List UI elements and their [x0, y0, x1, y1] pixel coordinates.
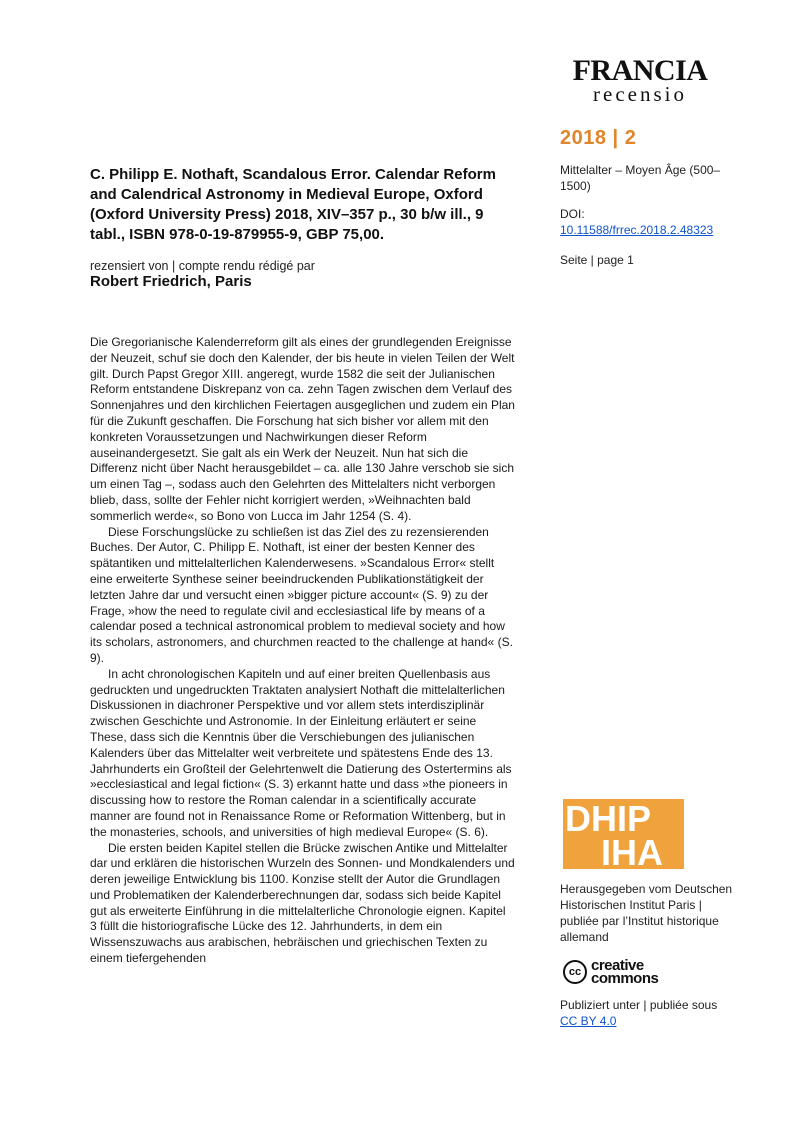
- doi-label: DOI:: [560, 207, 585, 221]
- cc-icon: cc: [563, 960, 587, 984]
- logo-main-text: FRANCIA: [572, 54, 708, 87]
- reviewed-by-label: rezensiert von | compte rendu rédigé par: [90, 259, 315, 273]
- cc-wordmark-line2: commons: [591, 970, 659, 987]
- cc-wordmark: [591, 959, 658, 985]
- license-link[interactable]: CC BY 4.0: [560, 1014, 617, 1028]
- doi-link[interactable]: 10.11588/frrec.2018.2.48323: [560, 223, 714, 237]
- cc-wordmark-line1: creative: [591, 957, 644, 974]
- dhip-logo-line1: DHIP: [565, 799, 652, 839]
- dhip-logo-line2: IHA: [601, 832, 663, 869]
- review-title: C. Philipp E. Nothaft, Scandalous Error. Calendar Reform and Calendrical Astronomy in Medieval Europe, Oxford (Oxford University Press) 2018, XIV–357 p., 30 b/w ill., 9 tabl., ISBN 978-0-19-879955-9, GBP 75,00.: [90, 166, 496, 243]
- dhip-iha-logo: [563, 799, 684, 869]
- logo-sub-text: recensio: [593, 82, 687, 106]
- body-paragraph-4: Die ersten beiden Kapitel stellen die Brücke zwischen Antike und Mittelalter dar und erklären die historischen Wurzeln des Sonnen- und Mondkalenders und deren jeweilige Entwicklung bis 1100. Konzise stellt der Autor die Grundlagen und Problematiken der Kalenderberechnungen dar, sodass sich beide Kapitel gut als erweiterte Einführung in die mittelalterliche Chronologie eignen. Kapitel 3 füllt die historiografische Lücke des 12. Jahrhunderts, in dem ein Wissenszuwachs aus arabischen, hebräischen und griechischen Texten zu einem tiefergehenden: [90, 840, 515, 966]
- publisher-text: Herausgegeben vom Deutschen Historischen Institut Paris | publiée par l’Institut historique allemand: [560, 882, 733, 944]
- issue-number: 2018 | 2: [560, 127, 637, 149]
- body-paragraph-3: In acht chronologischen Kapiteln und auf einer breiten Quellenbasis aus gedruckten und ungedruckten Traktaten analysiert Nothaft die mittelalterlichen Diskussionen in diachroner Perspektive und vor allem stets interdisziplinär zwischen Geschichte und Astronomie. In der Einleitung erläutert er seine These, dass sich die Kenntnis über die Verschiebungen des julianischen Kalenders über das Mittelalter weit verbreitete und spätestens Ende des 13. Jahrhunderts ein Großteil der Gelehrtenwelt die Datierung des Ostertermins als »ecclesiastical and legal fiction« (S. 3) erkannt hatte und dass »the pioneers in discussing how to restore the Roman calendar in a scientifically accurate manner are found not in Renaissance Rome or Reformation Wittenberg, but in the monasteries, schools, and universities of high medieval Europe« (S. 6).: [90, 666, 512, 839]
- reviewer-name: Robert Friedrich, Paris: [90, 273, 252, 290]
- license-label: Publiziert unter | publiée sous: [560, 998, 718, 1012]
- doi-block: [560, 206, 735, 238]
- body-paragraph-2: Diese Forschungslücke zu schließen ist das Ziel des zu rezensierenden Buches. Der Autor, C. Philipp E. Nothaft, ist einer der besten Kenner des spätantiken und mittelalterlichen Kalenderwesens. »Scandalous Error« stellt eine erweiterte Synthese seiner beeindruckenden Publikationstätigkeit der letzten Jahre dar und versucht einen »bigger picture account« (S. 9) zu der Frage, »how the need to regulate civil and ecclesiastical life by means of a calendar posed a technical astronomical problem to medieval society and how its scholars, astronomers, and churchmen reacted to the challenge at hand« (S. 9).: [90, 524, 513, 665]
- creative-commons-logo: [563, 957, 658, 987]
- review-body: [90, 335, 515, 967]
- francia-recensio-logo: [560, 54, 720, 106]
- body-paragraph-1: Die Gregorianische Kalenderreform gilt als eines der grundlegenden Ereignisse der Neuzeit, schuf sie doch den Kalender, der bis heute in vielen Teilen der Welt gilt. Durch Papst Gregor XIII. angeregt, wurde 1582 die seit der Julianischen Reform entstandene Diskrepanz von ca. zehn Tagen zwischen dem Verlauf des Sonnenjahres und den kirchlichen Feiertagen ausgeglichen und zudem ein Plan für die Zukunft geschaffen. Die Forschung hat sich bisher vor allem mit den konkreten Voraussetzungen und Nachwirkungen dieser Reform auseinandergesetzt. Sie galt als ein Werk der Neuzeit. Nun hat sich die Differenz nicht über Nacht herausgebildet – ca. alle 130 Jahre verschob sie sich um einen Tag –, sodass auch den Gelehrten des Mittelalters nicht verborgen blieb, dass, sollte der Fehler nicht korrigiert werden, »Weihnachten bald sommerlich werde«, so Bono von Lucca im Jahr 1254 (S. 4).: [90, 335, 515, 523]
- section-label: Mittelalter – Moyen Âge (500–1500): [560, 163, 721, 193]
- license-block: [560, 997, 735, 1029]
- page-number: Seite | page 1: [560, 253, 634, 267]
